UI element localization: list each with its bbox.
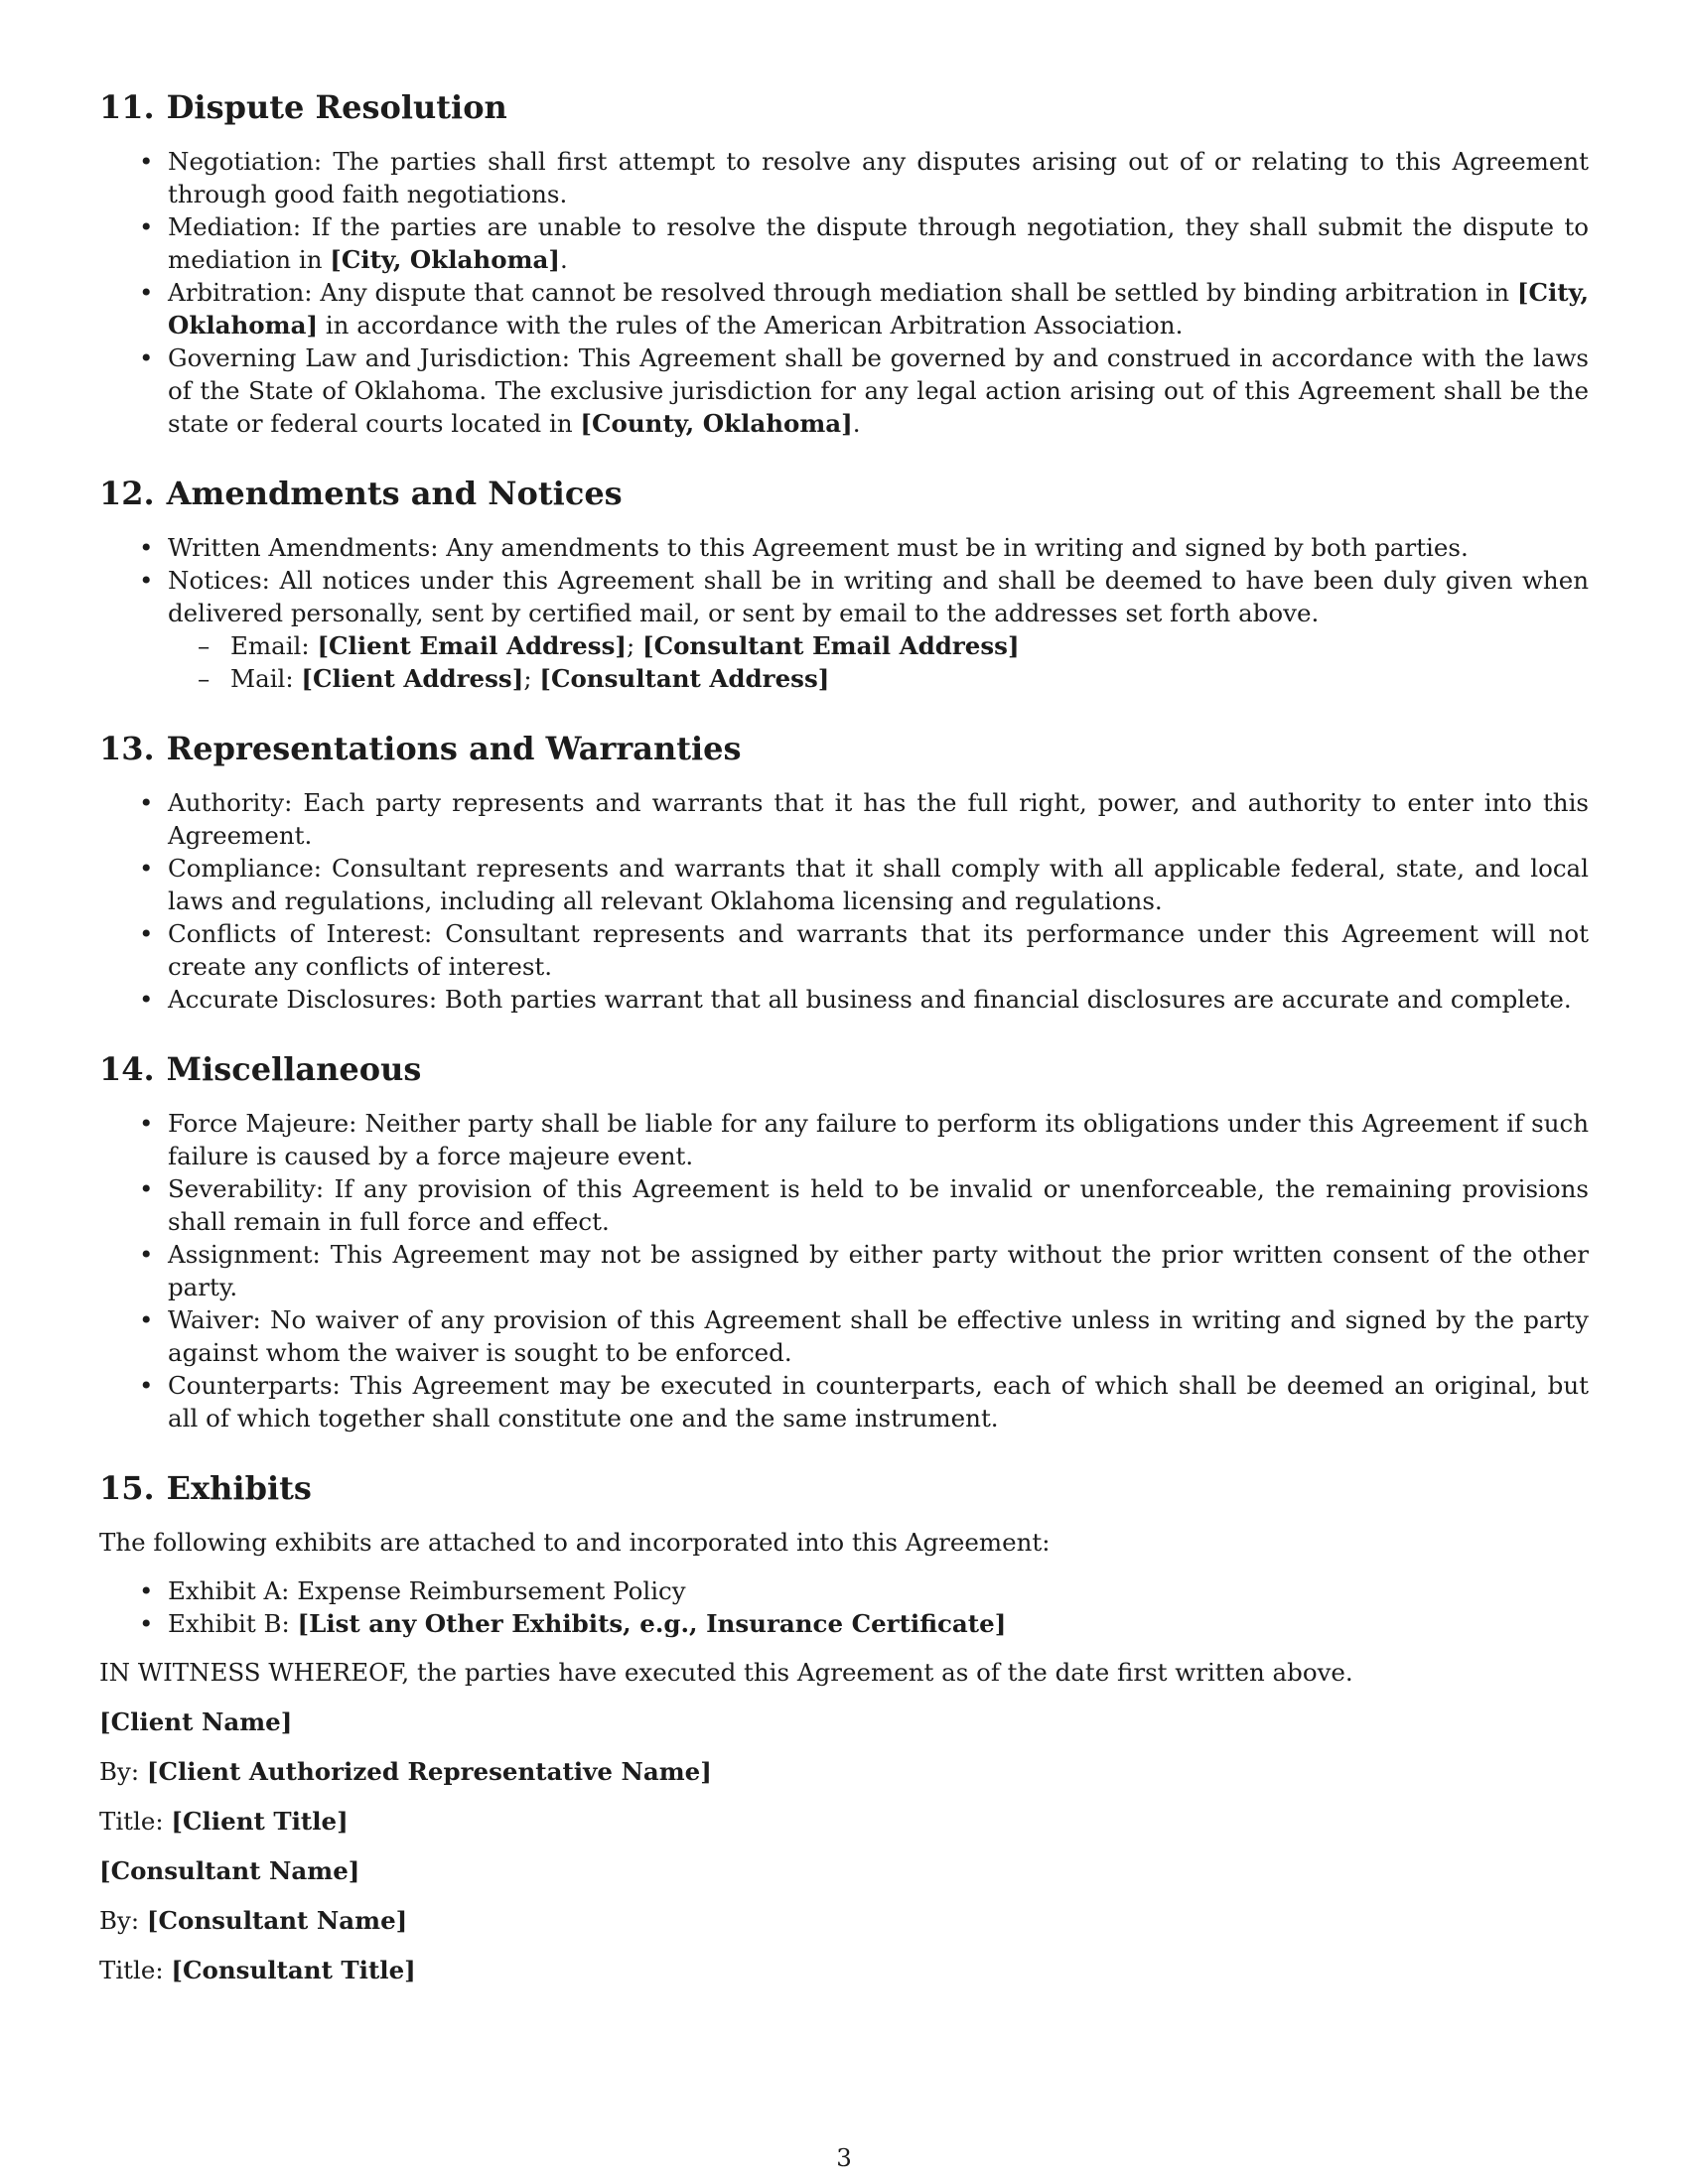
item-text: Mediation: If the parties are unable to resolve the dispute through negotiation, they shall submit the dispute to mediation in xyxy=(168,212,1589,274)
bullet-list xyxy=(99,1574,1589,1640)
item-text: Waiver: No waiver of any provision of this Agreement shall be effective unless in writing and signed by the party against whom the waiver is sought to be enforced. xyxy=(168,1305,1589,1367)
item-text: Negotiation: The parties shall first attempt to resolve any disputes arising out of or relating to this Agreement through good faith negotiations. xyxy=(168,147,1589,208)
label: Title: xyxy=(99,1807,172,1836)
list-item xyxy=(99,145,1589,210)
item-text: Severability: If any provision of this Agreement is held to be invalid or unenforceable, the remaining provisions shall remain in full force and effect. xyxy=(168,1174,1589,1236)
section-number: 12. xyxy=(99,475,155,512)
exhibits-intro: The following exhibits are attached to and incorporated into this Agreement: xyxy=(99,1528,1051,1557)
placeholder-field: [Client Email Address] xyxy=(317,631,627,660)
list-item xyxy=(99,1607,1589,1640)
label: Email: xyxy=(230,631,318,660)
bullet-list xyxy=(99,1107,1589,1434)
document-page xyxy=(99,87,1589,1986)
signature-block xyxy=(99,1706,1589,1986)
section-exhibits xyxy=(99,1468,1589,1640)
sig-client-title xyxy=(99,1805,1589,1838)
section-number: 14. xyxy=(99,1050,155,1088)
item-text: Assignment: This Agreement may not be assigned by either party without the prior written consent of the other party. xyxy=(168,1240,1589,1301)
item-text: Exhibit A: Expense Reimbursement Policy xyxy=(168,1576,686,1605)
placeholder-field: [Consultant Address] xyxy=(539,664,830,693)
section-number: 11. xyxy=(99,88,155,126)
item-text: Conflicts of Interest: Consultant represents and warrants that its performance under this Agreement will not create any conflicts of interest. xyxy=(168,919,1589,981)
placeholder-field: [Client Address] xyxy=(301,664,524,693)
section-title: Miscellaneous xyxy=(166,1050,422,1088)
section-title: Amendments and Notices xyxy=(166,475,623,512)
list-item xyxy=(99,1303,1589,1369)
item-text: Authority: Each party represents and warrants that it has the full right, power, and authority to enter into this Agreement. xyxy=(168,788,1589,850)
item-text: Written Amendments: Any amendments to this Agreement must be in writing and signed by both parties. xyxy=(168,533,1469,562)
item-text: Exhibit B: xyxy=(168,1609,298,1638)
bullet-list xyxy=(99,786,1589,1016)
sub-list-item-mail xyxy=(168,662,1589,695)
label: Title: xyxy=(99,1956,172,1984)
list-item xyxy=(99,1172,1589,1238)
page-number: 3 xyxy=(836,2143,852,2172)
list-item xyxy=(99,531,1589,564)
section-title: Representations and Warranties xyxy=(166,730,742,767)
placeholder-field: [Client Name] xyxy=(99,1707,293,1736)
label: By: xyxy=(99,1906,147,1935)
placeholder-field: [City, Oklahoma] xyxy=(168,278,1589,340)
list-item xyxy=(99,786,1589,852)
section-amendments-notices xyxy=(99,474,1589,695)
section-representations-warranties xyxy=(99,729,1589,1016)
item-text: in accordance with the rules of the American Arbitration Association. xyxy=(318,311,1184,340)
section-number: 13. xyxy=(99,730,155,767)
item-text: . xyxy=(559,245,568,274)
sig-client-name xyxy=(99,1706,1589,1738)
sig-consultant-title xyxy=(99,1954,1589,1986)
section-heading xyxy=(99,729,1589,768)
item-text: Notices: All notices under this Agreement shall be in writing and shall be deemed to have been duly given when delivered personally, sent by certified mail, or sent by email to the addresses set forth above. xyxy=(168,566,1589,627)
placeholder-field: [County, Oklahoma] xyxy=(580,409,853,438)
list-item xyxy=(99,983,1589,1016)
sig-consultant-name xyxy=(99,1854,1589,1887)
item-text: . xyxy=(852,409,861,438)
section-number: 15. xyxy=(99,1469,155,1507)
list-item xyxy=(99,1574,1589,1607)
placeholder-field: [Consultant Name] xyxy=(99,1856,360,1885)
placeholder-field: [Consultant Title] xyxy=(171,1956,416,1984)
placeholder-field: [Consultant Name] xyxy=(146,1906,408,1935)
sig-client-by xyxy=(99,1755,1589,1788)
bullet-list xyxy=(99,145,1589,440)
list-item xyxy=(99,1369,1589,1434)
list-item xyxy=(99,564,1589,695)
list-item xyxy=(99,852,1589,917)
placeholder-field: [Client Title] xyxy=(171,1807,349,1836)
item-text: Compliance: Consultant represents and warrants that it shall comply with all applicable federal, state, and local laws and regulations, including all relevant Oklahoma licensing and regulations. xyxy=(168,854,1589,915)
section-miscellaneous xyxy=(99,1049,1589,1434)
placeholder-field: [City, Oklahoma] xyxy=(330,245,560,274)
sig-consultant-by xyxy=(99,1904,1589,1937)
list-item xyxy=(99,1107,1589,1172)
list-item xyxy=(99,210,1589,276)
sub-list-item-email xyxy=(168,629,1589,662)
item-text: Force Majeure: Neither party shall be liable for any failure to perform its obligations under this Agreement if such failure is caused by a force majeure event. xyxy=(168,1109,1589,1170)
sub-list xyxy=(168,629,1589,695)
bullet-list xyxy=(99,531,1589,695)
placeholder-field: [Client Authorized Representative Name] xyxy=(146,1757,712,1786)
list-item xyxy=(99,1238,1589,1303)
separator: ; xyxy=(626,631,642,660)
section-heading xyxy=(99,474,1589,513)
section-title: Exhibits xyxy=(166,1469,312,1507)
section-heading xyxy=(99,1468,1589,1508)
item-text: Arbitration: Any dispute that cannot be resolved through mediation shall be settled by binding arbitration in xyxy=(168,278,1517,307)
label: Mail: xyxy=(230,664,302,693)
placeholder-field: [Consultant Email Address] xyxy=(642,631,1020,660)
section-heading xyxy=(99,87,1589,127)
label: By: xyxy=(99,1757,147,1786)
section-dispute-resolution xyxy=(99,87,1589,440)
list-item xyxy=(99,917,1589,983)
item-text: Counterparts: This Agreement may be executed in counterparts, each of which shall be deemed an original, but all of which together shall constitute one and the same instrument. xyxy=(168,1371,1589,1433)
section-heading xyxy=(99,1049,1589,1089)
witness-clause: IN WITNESS WHEREOF, the parties have executed this Agreement as of the date first written above. xyxy=(99,1658,1353,1687)
item-text: Governing Law and Jurisdiction: This Agreement shall be governed by and construed in accordance with the laws of the State of Oklahoma. The exclusive jurisdiction for any legal action arising out of this Agreement shall be the state or federal courts located in xyxy=(168,343,1589,438)
section-title: Dispute Resolution xyxy=(166,88,507,126)
list-item xyxy=(99,276,1589,341)
placeholder-field: [List any Other Exhibits, e.g., Insurance Certificate] xyxy=(297,1609,1007,1638)
separator: ; xyxy=(523,664,540,693)
item-text: Accurate Disclosures: Both parties warrant that all business and financial disclosures are accurate and complete. xyxy=(168,985,1572,1014)
list-item xyxy=(99,341,1589,440)
